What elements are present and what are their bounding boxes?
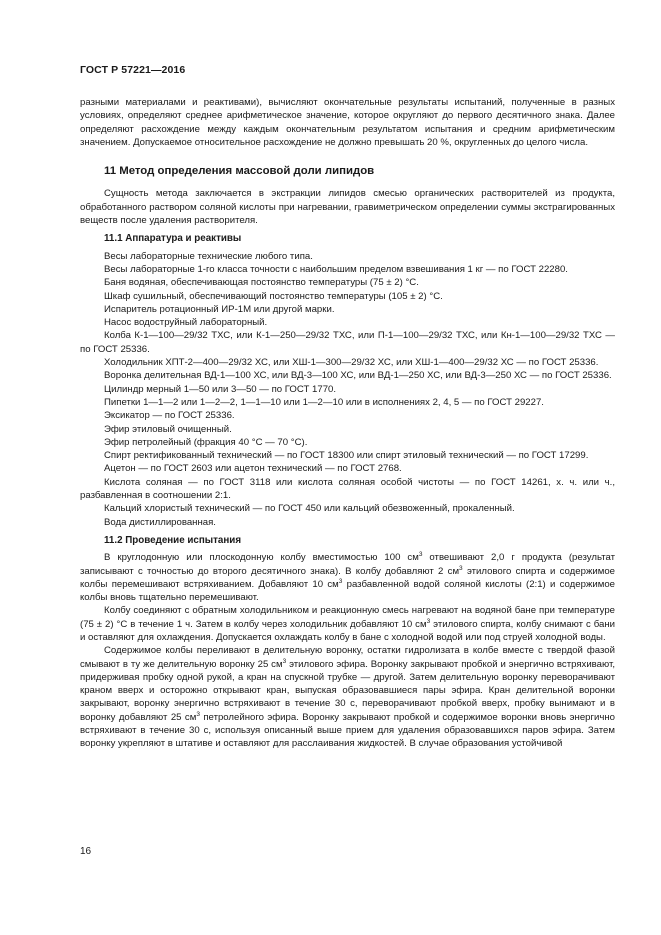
text-run: этилового спирта, колбу снимают с бани и оставляют для охлаждения. Допускается охлаждать колбу в бане с холодной водой или под струей холодной воды. xyxy=(80,618,615,643)
equipment-item: Холодильник ХПТ-2—400—29/32 ХС, или ХШ-1—300—29/32 ХС, или ХШ-1—400—29/32 ХС — по ГОСТ 25336. xyxy=(104,357,599,369)
superscript: 3 xyxy=(418,551,423,559)
subsection-title-11-1: 11.1 Аппаратура и реактивы xyxy=(104,233,242,245)
superscript: 3 xyxy=(459,564,463,572)
equipment-item: Баня водяная, обеспечивающая постоянство температуры (75 ± 2) °С. xyxy=(104,277,419,289)
intro-paragraph: разными материалами и реактивами), вычисляют окончательные результаты испытаний, полученные в разных условиях, определяют среднее арифметическое значение, которое округляют до первого десятичного знака. Далее определяют расхождение между каждым окончательным результатом испытания и средним арифметическим значением. Допускаемое относительное расхождение не должно превышать 20 %, округленных до целого числа. xyxy=(80,97,615,148)
text-run: Содержимое колбы переливают в делительную воронку, остатки гидролизата в колбе вместе с твердой фазой смывают в ту же делительную воронку 25 см xyxy=(80,645,615,670)
equipment-list xyxy=(80,250,615,529)
page-number: 16 xyxy=(80,846,92,857)
subsection-title-11-2: 11.2 Проведение испытания xyxy=(104,534,242,546)
superscript: 3 xyxy=(338,577,343,585)
equipment-item: Вода дистиллированная. xyxy=(104,516,216,528)
procedure-paragraph-1 xyxy=(80,551,615,604)
section-title-11: 11 Метод определения массовой доли липидов xyxy=(104,165,375,178)
equipment-item: Пипетки 1—1—2 или 1—2—2, 1—1—10 или 1—2—10 или в исполнениях 2, 4, 5 — по ГОСТ 29227. xyxy=(104,396,544,408)
text-run: этилового спирта и содержимое колбы перемешивают встряхиванием. Добавляют 10 см xyxy=(80,565,615,590)
equipment-item: Эфир этиловый очищенный. xyxy=(104,423,232,435)
text-run: отвешивают 2,0 г продукта (результат записывают с точностью до второго десятичного знака). В колбу добавляют 2 см xyxy=(80,552,615,577)
equipment-item: Спирт ректификованный технический — по ГОСТ 18300 или спирт этиловый технический — по ГОСТ 17299. xyxy=(104,450,589,462)
equipment-item: Кальций хлористый технический — по ГОСТ 450 или кальций обезвоженный, прокаленный. xyxy=(104,503,515,515)
text-run: этилового эфира. Воронку закрывают пробкой и энергично встряхивают, придерживая пробку одной рукой, а кран на спускной трубке — другой. Затем делительную воронку переворачивают краном вверх и осторожно открывают кран, выпуская образовавшиеся пары эфира. Кран делительной воронки закрывают, воронку энергично встряхивают в течение 30 с, переворачивают пробкой вверх, пробку вынимают и в воронку добавляют 25 см xyxy=(80,658,615,723)
page-content xyxy=(80,96,615,751)
text-run: разбавленной водой соляной кислоты (2:1) и содержимое колбы вновь тщательно перемешивают. xyxy=(80,578,615,604)
superscript: 3 xyxy=(426,617,431,625)
procedure-paragraph-2 xyxy=(80,604,615,644)
equipment-item: Весы лабораторные 1-го класса точности с наибольшим пределом взвешивания 1 кг — по ГОСТ 22280. xyxy=(104,263,568,275)
equipment-item: Воронка делительная ВД-1—100 ХС, или ВД-3—100 ХС, или ВД-1—250 ХС, или ВД-3—250 ХС — по ГОСТ 25336. xyxy=(104,370,612,382)
equipment-item: Испаритель ротационный ИР-1М или другой марки. xyxy=(104,303,335,315)
equipment-item: Насос водоструйный лабораторный. xyxy=(104,317,268,329)
equipment-item: Ацетон — по ГОСТ 2603 или ацетон технический — по ГОСТ 2768. xyxy=(104,463,402,475)
method-essence-paragraph: Сущность метода заключается в экстракции липидов смесью органических растворителей из продукта, обработанного раствором соляной кислоты при нагревании, гравиметрическом определении суммы экстрагированных веществ после удаления растворителя. xyxy=(80,188,615,227)
superscript: 3 xyxy=(282,657,287,665)
equipment-item: Колба К-1—100—29/32 ТХС, или К-1—250—29/32 ТХС, или П-1—100—29/32 ТХС, или Кн-1—100—29/32 ТХС — по ГОСТ 25336. xyxy=(80,330,615,355)
equipment-item: Цилиндр мерный 1—50 или 3—50 — по ГОСТ 1770. xyxy=(104,383,337,395)
procedure-paragraph-3 xyxy=(80,644,615,750)
text-run: В круглодонную или плоскодонную колбу вместимостью 100 см xyxy=(104,552,419,564)
equipment-item: Эфир петролейный (фракция 40 °С — 70 °С). xyxy=(104,436,308,448)
equipment-item: Шкаф сушильный, обеспечивающий постоянство температуры (105 ± 2) °С. xyxy=(104,290,443,302)
equipment-item: Кислота соляная — по ГОСТ 3118 или кислота соляная особой чистоты — по ГОСТ 14261, х. ч. или ч., разбавленная в соотношении 2:1. xyxy=(80,476,615,502)
document-header: ГОСТ Р 57221—2016 xyxy=(80,64,186,76)
equipment-item: Весы лабораторные технические любого типа. xyxy=(104,250,313,262)
text-run: Колбу соединяют с обратным холодильником и реакционную смесь нагревают на водяной бане при температуре (75 ± 2) °С в течение 1 ч. Затем в колбу через холодильник добавляют 10 см xyxy=(80,605,615,630)
superscript: 3 xyxy=(196,710,200,718)
text-run: петролейного эфира. Воронку закрывают пробкой и содержимое воронки вновь энергично встряхивают в течение 30 с, используя описанный выше прием для удаления образовавшихся паров эфира. Затем воронку укрепляют в штативе и оставляют для расслаивания жидкостей. В случае образования устойчивой xyxy=(80,711,615,750)
equipment-item: Эксикатор — по ГОСТ 25336. xyxy=(104,410,235,422)
